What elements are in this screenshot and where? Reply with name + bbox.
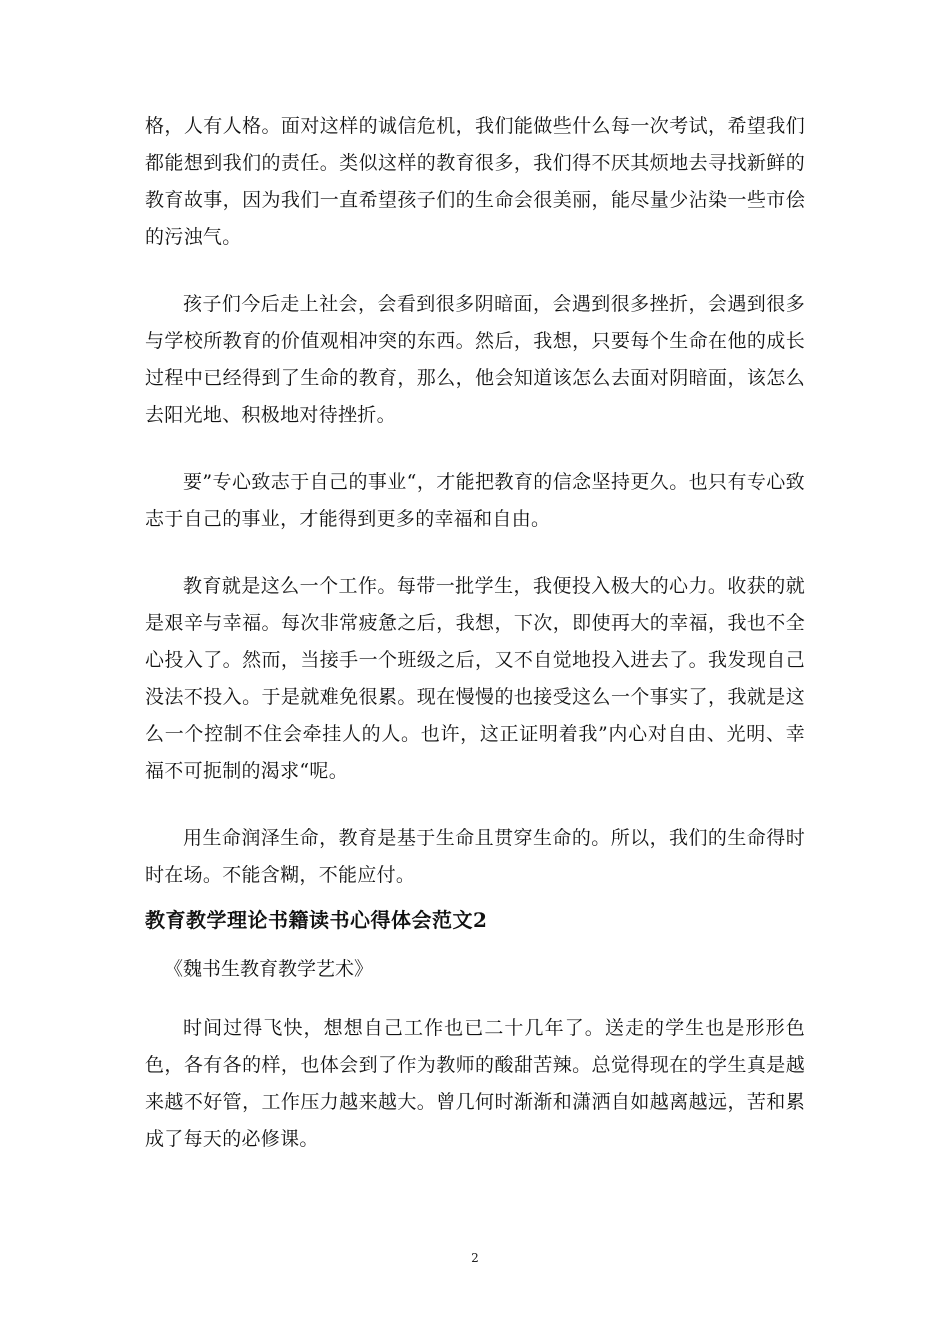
- paragraph-5: 用生命润泽生命，教育是基于生命且贯穿生命的。所以，我们的生命得时时在场。不能含糊，不能应付。: [145, 827, 805, 886]
- page-number: 2: [471, 1251, 479, 1265]
- paragraph-3: 要”专心致志于自己的事业“，才能把教育的信念坚持更久。也只有专心致志于自己的事业，才能得到更多的幸福和自由。: [145, 471, 805, 530]
- paragraph-4: 教育就是这么一个工作。每带一批学生，我便投入极大的心力。收获的就是艰辛与幸福。每次非常疲惫之后，我想，下次，即使再大的幸福，我也不全心投入了。然而，当接手一个班级之后，又不自觉地投入进去了。我发现自己没法不投入。于是就难免很累。现在慢慢的也接受这么一个事实了，我就是这么一个控制不住会牵挂人的人。也许，这正证明着我”内心对自由、光明、幸福不可扼制的渴求“呢。: [145, 575, 805, 782]
- paragraph-1: 格，人有人格。面对这样的诚信危机，我们能做些什么每一次考试，希望我们都能想到我们的责任。类似这样的教育很多，我们得不厌其烦地去寻找新鲜的教育故事，因为我们一直希望孩子们的生命会很美丽，能尽量少沾染一些市侩的污浊气。: [145, 115, 805, 248]
- paragraph-6: 时间过得飞快，想想自己工作也已二十几年了。送走的学生也是形形色色，各有各的样，也体会到了作为教师的酸甜苦辣。总觉得现在的学生真是越来越不好管，工作压力越来越大。曾几何时渐渐和潇洒自如越离越远，苦和累成了每天的必修课。: [145, 1017, 805, 1150]
- section-heading: 教育教学理论书籍读书心得体会范文2: [145, 908, 488, 932]
- book-title: 《魏书生教育教学艺术》: [164, 958, 374, 980]
- document-body: [145, 108, 805, 1188]
- paragraph-2: 孩子们今后走上社会，会看到很多阴暗面，会遇到很多挫折，会遇到很多与学校所教育的价值观相冲突的东西。然后，我想，只要每个生命在他的成长过程中已经得到了生命的教育，那么，他会知道该怎么去面对阴暗面，该怎么去阳光地、积极地对待挫折。: [145, 293, 805, 426]
